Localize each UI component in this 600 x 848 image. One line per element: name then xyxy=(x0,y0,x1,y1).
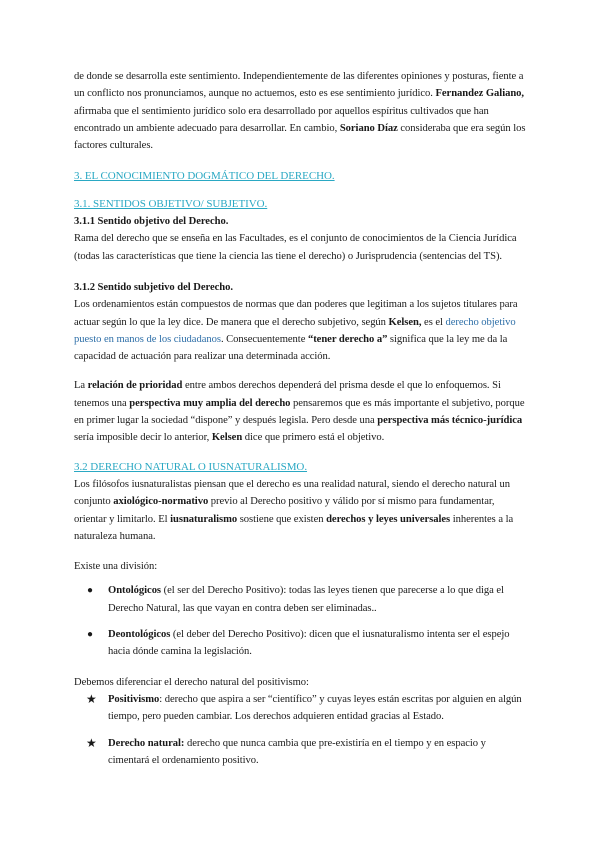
division-list xyxy=(74,582,526,660)
list-item: ● Deontológicos (el deber del Derecho Positivo): dicen que el iusnaturalismo intenta ser el espejo hacia dónde camina la legislación. xyxy=(74,626,526,661)
list-item: ● Ontológicos (el ser del Derecho Positivo): todas las leyes tienen que parecerse a lo que diga el Derecho Natural, las que vayan en contra deben ser eliminadas.. xyxy=(74,582,526,617)
highlight-derecho-objetivo: derecho objetivo puesto en manos de los ciudadanos xyxy=(74,316,516,345)
diff-intro: Debemos diferenciar el derecho natural del positivismo: xyxy=(74,676,309,688)
heading-3: 3. EL CONOCIMIENTO DOGMÁTICO DEL DERECHO. xyxy=(74,170,335,183)
author-kelsen: Kelsen, xyxy=(388,316,422,328)
bullet-dot-icon: ● xyxy=(87,629,93,641)
diff-list xyxy=(74,691,526,769)
author-soriano-diaz: Soriano Díaz xyxy=(339,122,398,134)
text: de donde se desarrolla este sentimiento. Independientemente de las diferentes opiniones y posturas, fiente a un conflicto nos pronunciamos, aunque no actuemos, esto es ese sentimiento jurídico. xyxy=(74,71,524,100)
paragraph-sentido-objetivo: Rama del derecho que se enseña en las Facultades, es el conjunto de conocimientos de la Ciencia Jurídica (todas las características que tiene la ciencia las tiene el derecho) o Jurisprudencia (sentencias del TS). xyxy=(74,233,517,262)
list-item: ★ Positivismo: derecho que aspira a ser “científico” y cuyas leyes están escritas por alguien en algún tiempo, pero pueden cambiar. Los derechos adquieren entidad gracias al Estado. xyxy=(86,691,522,723)
star-icon: ★ xyxy=(86,735,97,750)
text: consideraba que era según los factores culturales. xyxy=(74,122,526,152)
division-intro: Existe una división: xyxy=(74,561,158,573)
paragraph-sentimiento xyxy=(74,68,526,154)
star-icon: ★ xyxy=(86,691,97,706)
paragraph-iusnaturalismo: Los filósofos iusnaturalistas piensan que el derecho es una realidad natural, siendo el derecho natural un conjunto axiológico-normativo previo al Derecho positivo y válido por sí mismo para fundamentar, orientar y limitarlo. El iusnaturalismo sostiene que existen derechos y leyes universales inherentes a la naturaleza humana. xyxy=(74,478,514,542)
heading-3-1-1: 3.1.1 Sentido objetivo del Derecho. xyxy=(74,216,229,228)
author-fernandez-galiano: Fernandez Galiano, xyxy=(435,88,525,100)
heading-3-1: 3.1. SENTIDOS OBJETIVO/ SUBJETIVO. xyxy=(74,197,268,210)
paragraph-relacion-prioridad: La relación de prioridad entre ambos derechos dependerá del prisma desde el que lo enfoquemos. Si tenemos una perspectiva muy amplia del derecho pensaremos que es más importante el subjetivo, porque en primer lugar la sociedad “dispone” y después legisla. Pero desde una perspectiva más técnico-jurídica sería imposible decir lo anterior, Kelsen dice que primero está el objetivo. xyxy=(74,380,525,444)
heading-3-1-2: 3.1.2 Sentido subjetivo del Derecho. xyxy=(74,281,233,293)
bullet-dot-icon: ● xyxy=(87,585,93,597)
document-body xyxy=(74,68,526,778)
text: afirmaba que el sentimiento jurídico solo era desarrollado por aquellos espíritus cultivados que han encontrado un ambiente adecuado para desarrollar. En cambio, xyxy=(74,105,489,134)
paragraph-sentido-subjetivo: Los ordenamientos están compuestos de normas que dan poderes que legitiman a los sujetos titulares para actuar según lo que la ley dice. De manera que el derecho subjetivo, según Kelsen, es el derecho objetivo puesto en manos de los ciudadanos. Consecuentemente “tener derecho a” significa que la ley me da la capacidad de actuación para realizar una determinada acción. xyxy=(74,299,518,363)
heading-3-2: 3.2 DERECHO NATURAL O IUSNATURALISMO. xyxy=(74,460,308,473)
list-item: ★ Derecho natural: derecho que nunca cambia que pre-existiría en el tiempo y en espacio y cimentará el ordenamiento positivo. xyxy=(86,735,486,766)
